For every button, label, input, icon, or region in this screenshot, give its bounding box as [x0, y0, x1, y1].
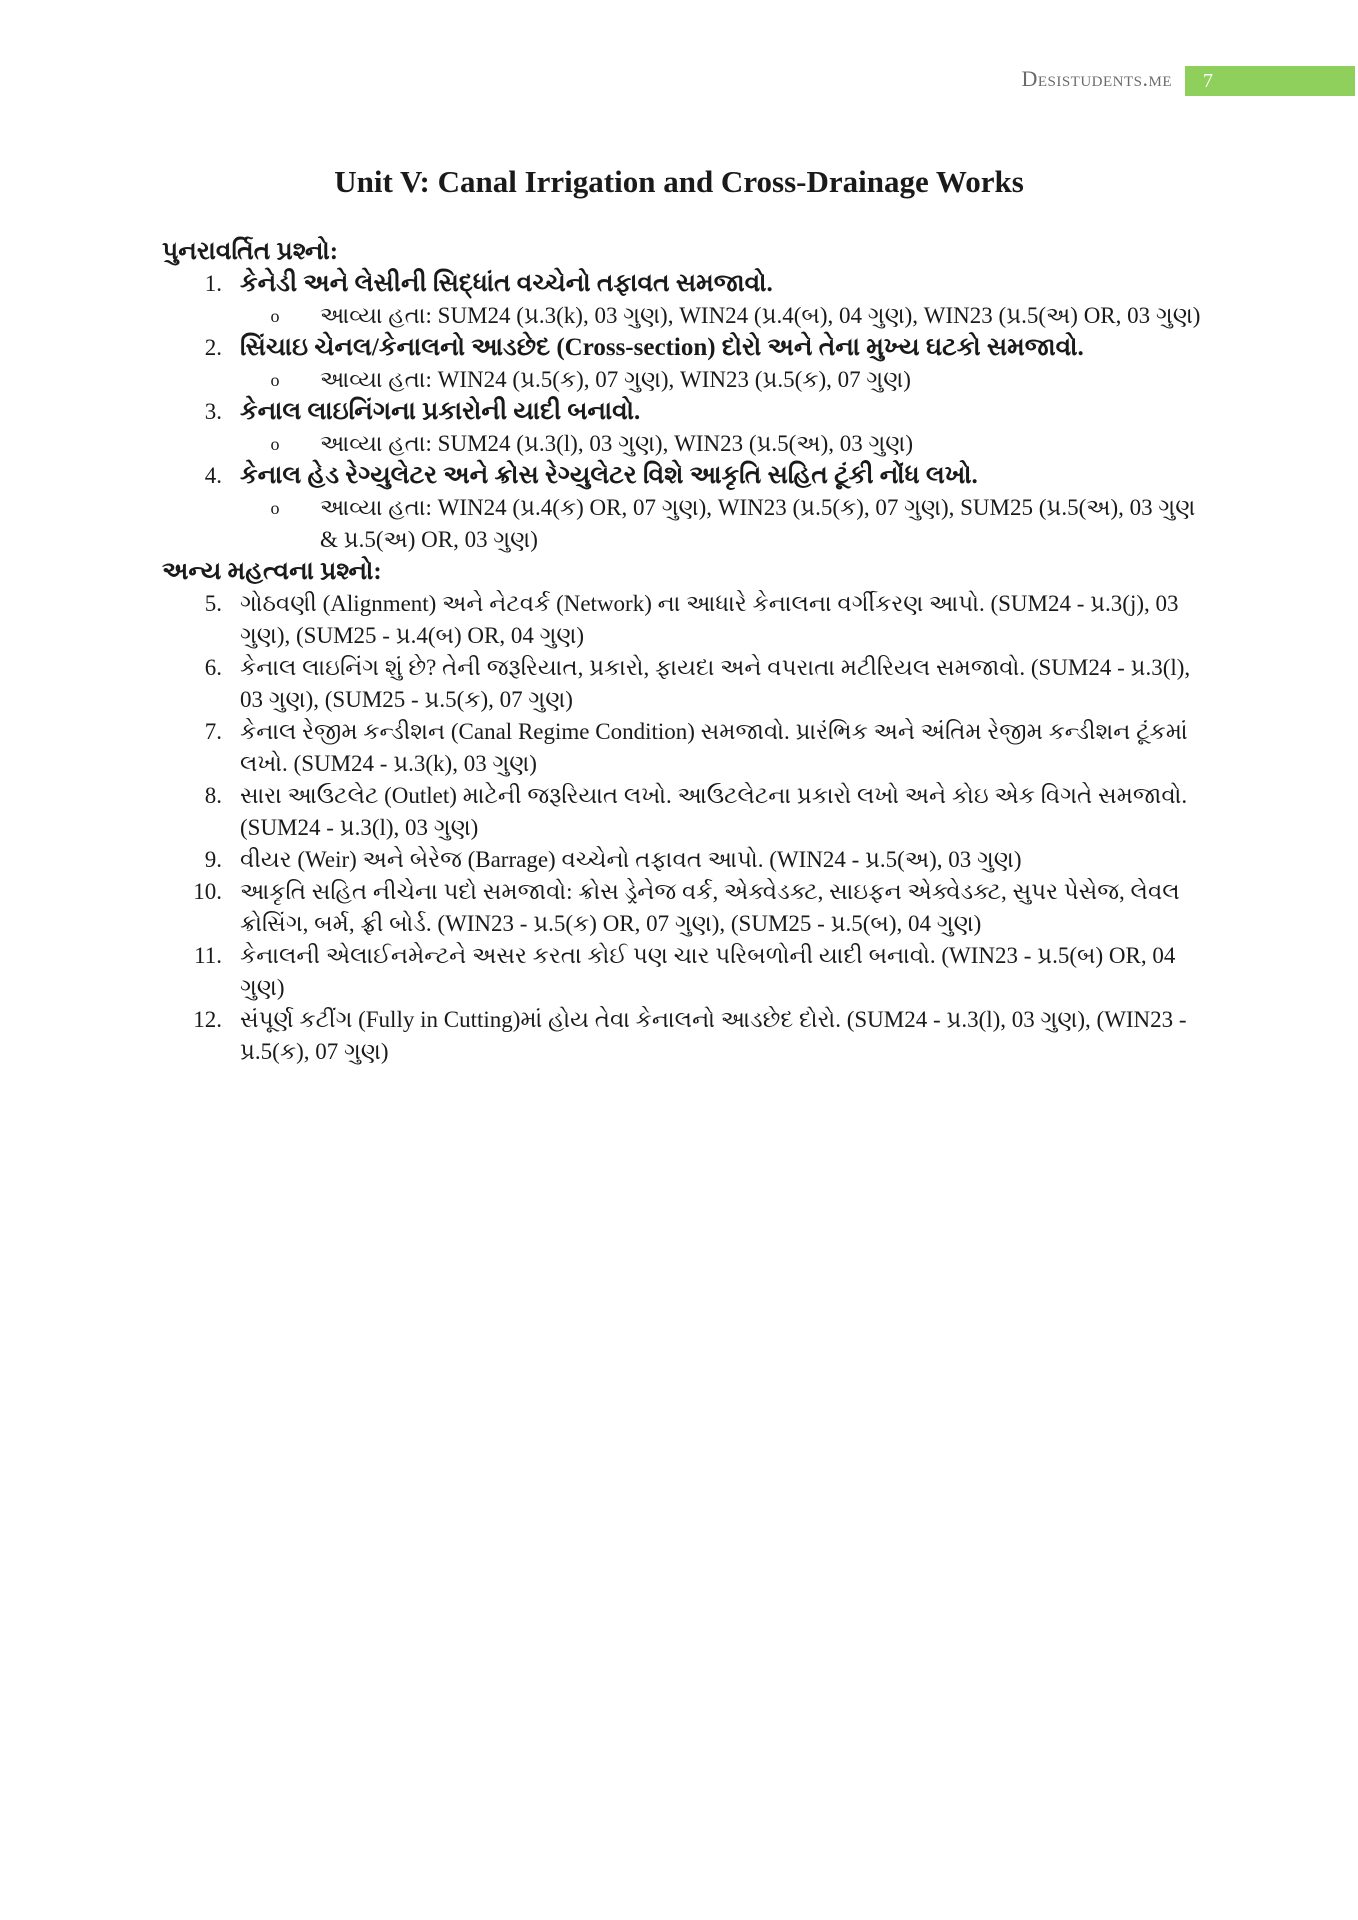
question-number: 12.: [193, 1007, 222, 1032]
question-text: કેનાલ લાઇનિંગ શું છે? તેની જરૂરિયાત, પ્રકારો, ફાયદા અને વપરાતા મટીરિયલ સમજાવો. (SUM24 - પ્ર.3(l), 03 ગુણ), (SUM25 - પ્ર.5(ક), 07 ગુણ): [240, 655, 1191, 712]
list-item: [162, 268, 1202, 332]
list-item: [162, 588, 1202, 652]
header-site-name: Desistudents.me: [1021, 66, 1172, 91]
repeated-questions-heading: પુનરાવર્તિત પ્રશ્નો:: [162, 238, 339, 265]
question-text: કેનાલ લાઇનિંગના પ્રકારોની યાદી બનાવો.: [240, 398, 641, 425]
bullet-icon: o: [270, 498, 280, 518]
other-questions-list: [162, 588, 1202, 1068]
question-text: વીયર (Weir) અને બેરેજ (Barrage) વચ્ચેનો તફાવત આપો. (WIN24 - પ્ર.5(અ), 03 ગુણ): [240, 847, 1022, 872]
question-text: કેનાલની એલાઈનમેન્ટને અસર કરતા કોઈ પણ ચાર પરિબળોની યાદી બનાવો. (WIN23 - પ્ર.5(બ) OR, 04 ગુણ): [240, 943, 1176, 1000]
asked-in-exams: આવ્યા હતા: WIN24 (પ્ર.4(ક) OR, 07 ગુણ), WIN23 (પ્ર.5(ક), 07 ગુણ), SUM25 (પ્ર.5(અ), 03 ગુણ & પ્ર.5(અ) OR, 03 ગુણ): [320, 495, 1196, 552]
question-text: સારા આઉટલેટ (Outlet) માટેની જરૂરિયાત લખો. આઉટલેટના પ્રકારો લખો અને કોઇ એક વિગતે સમજાવો. (SUM24 - પ્ર.3(l), 03 ગુણ): [240, 783, 1188, 840]
question-number: 9.: [204, 847, 222, 872]
question-text: આકૃતિ સહિત નીચેના પદો સમજાવો: ક્રોસ ડ્રેનેજ વર્ક, એક્વેડક્ટ, સાઇફન એક્વેડક્ટ, સુપર પેસેજ, લેવલ ક્રોસિંગ, બર્મ, ફ્રી બોર્ડ. (WIN23 - પ્ર.5(ક) OR, 07 ગુણ), (SUM25 - પ્ર.5(બ), 04 ગુણ): [240, 879, 1180, 936]
question-text: કેનાલ હેડ રેગ્યુલેટર અને ક્રોસ રેગ્યુલેટર વિશે આકૃતિ સહિત ટૂંકી નોંધ લખો.: [240, 462, 978, 489]
question-number: 5.: [204, 591, 222, 616]
list-item: [162, 652, 1202, 716]
list-item: [162, 876, 1202, 940]
question-text: કેનાલ રેજીમ કન્ડીશન (Canal Regime Condition) સમજાવો. પ્રારંભિક અને અંતિમ રેજીમ કન્ડીશન ટૂંકમાં લખો. (SUM24 - પ્ર.3(k), 03 ગુણ): [240, 719, 1188, 776]
page-title: Unit V: Canal Irrigation and Cross-Drainage Works: [334, 164, 1024, 199]
question-number: 1.: [204, 271, 222, 296]
bullet-icon: o: [270, 370, 280, 390]
list-item: [162, 780, 1202, 844]
question-text: સિંચાઇ ચેનલ/કેનાલનો આડછેદ (Cross-section) દોરો અને તેના મુખ્ય ઘટકો સમજાવો.: [240, 334, 1084, 361]
asked-in-exams: આવ્યા હતા: SUM24 (પ્ર.3(k), 03 ગુણ), WIN24 (પ્ર.4(બ), 04 ગુણ), WIN23 (પ્ર.5(અ) OR, 03 ગુણ): [320, 303, 1201, 328]
list-item: [162, 460, 1202, 556]
question-number: 11.: [194, 943, 222, 968]
question-number: 4.: [204, 463, 222, 488]
list-item: [162, 844, 1202, 876]
question-number: 3.: [204, 399, 222, 424]
question-number: 2.: [204, 335, 222, 360]
question-number: 7.: [204, 719, 222, 744]
list-item: [162, 716, 1202, 780]
bullet-icon: o: [270, 306, 280, 326]
question-text: ગોઠવણી (Alignment) અને નેટવર્ક (Network) ના આધારે કેનાલના વર્ગીકરણ આપો. (SUM24 - પ્ર.3(j), 03 ગુણ), (SUM25 - પ્ર.4(બ) OR, 04 ગુણ): [240, 591, 1179, 648]
question-number: 6.: [204, 655, 222, 680]
list-item: [162, 940, 1202, 1004]
question-number: 10.: [193, 879, 222, 904]
asked-in-exams: આવ્યા હતા: SUM24 (પ્ર.3(l), 03 ગુણ), WIN23 (પ્ર.5(અ), 03 ગુણ): [320, 431, 913, 456]
question-text: કેનેડી અને લેસીની સિદ્ધાંત વચ્ચેનો તફાવત સમજાવો.: [240, 270, 773, 297]
content-body: [162, 236, 1202, 1068]
repeated-questions-list: [162, 268, 1202, 556]
list-item: [162, 1004, 1202, 1068]
page-number-badge: 7: [1185, 66, 1355, 96]
question-number: 8.: [204, 783, 222, 808]
list-item: [162, 332, 1202, 396]
other-questions-heading: અન્ય મહત્વના પ્રશ્નો:: [162, 558, 382, 585]
list-item: [162, 396, 1202, 460]
bullet-icon: o: [270, 434, 280, 454]
question-text: સંપૂર્ણ કટીંગ (Fully in Cutting)માં હોય તેવા કેનાલનો આડછેદ દોરો. (SUM24 - પ્ર.3(l), 03 ગુણ), (WIN23 - પ્ર.5(ક), 07 ગુણ): [240, 1007, 1187, 1064]
asked-in-exams: આવ્યા હતા: WIN24 (પ્ર.5(ક), 07 ગુણ), WIN23 (પ્ર.5(ક), 07 ગુણ): [320, 367, 911, 392]
